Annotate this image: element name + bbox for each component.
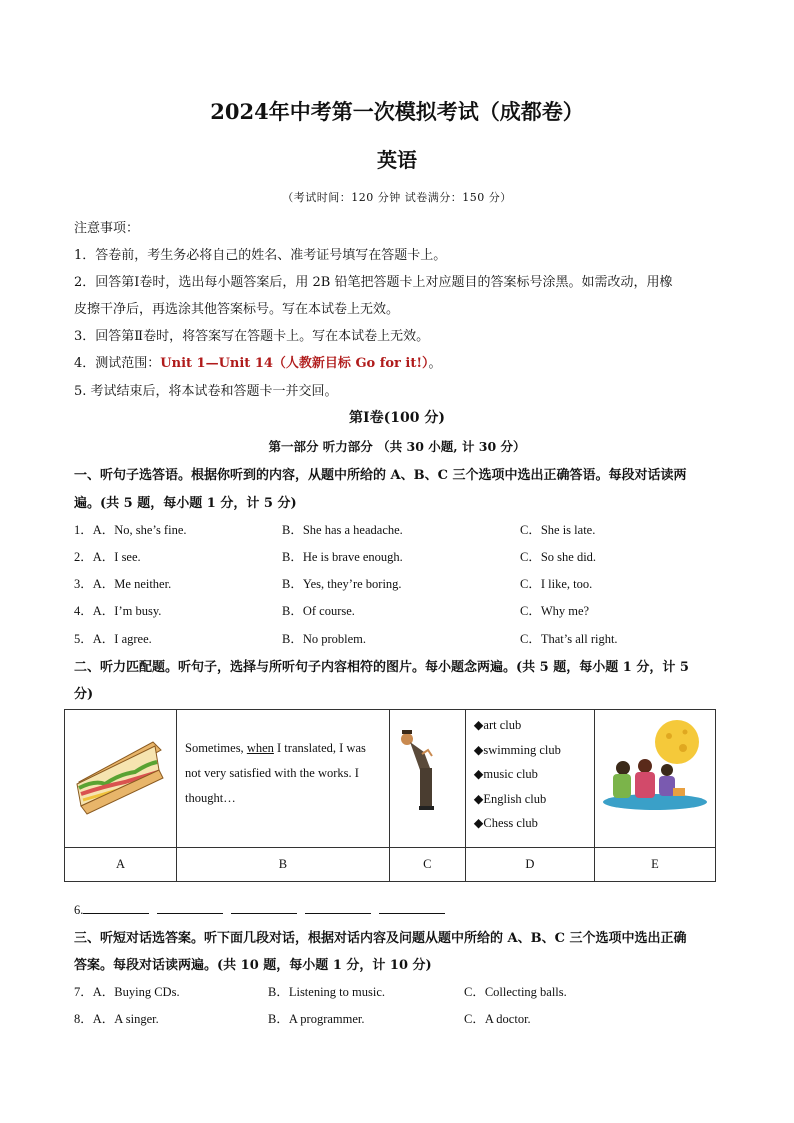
label-e: E [595,848,716,882]
q1-option-a: 1．A．No, she’s fine. [74,523,187,537]
club-item: ◆swimming club [473,742,561,757]
subject-title: 英语 [377,148,417,172]
answer-blank[interactable] [305,903,371,914]
note-5: 5. 考试结束后，将本试卷和答题卡一并交回。 [74,384,338,399]
section2-instruction-b: 分) [74,687,94,702]
q7-option-c: C．Collecting balls. [464,985,567,999]
q5-option-b: B．No problem. [282,632,367,646]
answer-blank[interactable] [157,903,223,914]
q8-option-a: 8．A．A singer. [74,1012,159,1026]
bowing-man-illustration [390,710,465,843]
q2-option-b: B．He is brave enough. [282,550,403,564]
note-2b: 皮擦干净后，再选涂其他答案标号。写在本试卷上无效。 [74,302,400,317]
exam-title: 2024年中考第一次模拟考试（成都卷） [210,99,584,124]
q3-option-b: B．Yes, they’re boring. [282,577,402,591]
label-a: A [65,848,177,882]
part1-title: 第Ⅰ卷(100 分) [349,410,445,426]
note-3: 3．回答第Ⅱ卷时，将答案写在答题卡上。写在本试卷上无效。 [74,329,430,344]
cell-e-moon-family [595,710,716,848]
q6-number: 6. [74,903,84,917]
q7-option-b: B．Listening to music. [268,985,386,999]
q6-answer-line [74,903,453,918]
club-item: ◆art club [473,718,522,732]
club-item: ◆music club [473,767,538,781]
q8-option-b: B．A programmer. [268,1012,365,1026]
q2-option-c: C．So she did. [520,550,597,564]
notes-heading: 注意事项： [74,221,140,236]
section3-instruction-b: 答案。每段对话读两遍。(共 10 题，每小题 1 分，计 10 分) [74,958,432,973]
note-1: 1．答卷前，考生务必将自己的姓名、准考证号填写在答题卡上。 [74,248,447,263]
section1-instruction-a: 一、听句子选答语。根据你听到的内容，从题中所给的 A、B、C 三个选项中选出正确答语。每段对话读两 [74,468,687,483]
answer-blank[interactable] [83,903,149,914]
cell-b-post: I translated, I was not very satisfied with the works. I thought… [185,741,366,805]
sandwich-illustration [65,710,176,843]
cell-a-sandwich [65,710,177,848]
note-4-suffix: 。 [428,356,442,371]
cell-b-underlined: when [246,741,274,755]
q4-option-b: B．Of course. [282,604,355,618]
q5-option-a: 5．A．I agree. [74,632,152,646]
q3-option-c: C．I like, too. [520,577,593,591]
q1-option-b: B．She has a headache. [282,523,403,537]
answer-blank[interactable] [231,903,297,914]
cell-b-text [177,710,390,848]
cell-d-clubs [465,710,594,848]
q3-option-a: 3．A．Me neither. [74,577,172,591]
label-b: B [177,848,390,882]
note-4 [74,352,442,371]
q4-option-c: C．Why me? [520,604,590,618]
note-4-prefix: 4．测试范围： [74,356,161,371]
label-c: C [389,848,465,882]
matching-table [64,709,716,882]
q5-option-c: C．That’s all right. [520,632,618,646]
answer-blank[interactable] [379,903,445,914]
club-item: ◆Chess club [473,816,538,830]
note-4-range: Unit 1—Unit 14（人教新目标 Go for it!） [160,356,429,371]
section1-instruction-b: 遍。(共 5 题，每小题 1 分，计 5 分) [74,496,297,511]
moon-family-illustration [595,710,715,843]
section3-instruction-a: 三、听短对话选答案。听下面几段对话，根据对话内容及问题从题中所给的 A、B、C 三个选项中选出正确 [74,931,687,946]
q1-option-c: C．She is late. [520,523,596,537]
q2-option-a: 2．A．I see. [74,550,141,564]
q4-option-a: 4．A．I’m busy. [74,604,162,618]
q7-option-a: 7．A．Buying CDs. [74,985,180,999]
label-d: D [465,848,594,882]
section2-instruction-a: 二、听力匹配题。听句子，选择与所听句子内容相符的图片。每小题念两遍。(共 5 题，每小题 1 分，计 5 [74,660,689,675]
cell-c-bowing-man [389,710,465,848]
q8-option-c: C．A doctor. [464,1012,531,1026]
cell-b-pre: Sometimes, [185,741,247,755]
exam-info: （考试时间：120 分钟 试卷满分：150 分） [282,191,512,204]
club-item: ◆English club [473,791,547,806]
note-2a: 2．回答第Ⅰ卷时，选出每小题答案后，用 2B 铅笔把答题卡上对应题目的答案标号涂黑。如需改动，用橡 [74,275,673,290]
part1-subtitle: 第一部分 听力部分 （共 30 小题, 计 30 分） [268,439,526,454]
